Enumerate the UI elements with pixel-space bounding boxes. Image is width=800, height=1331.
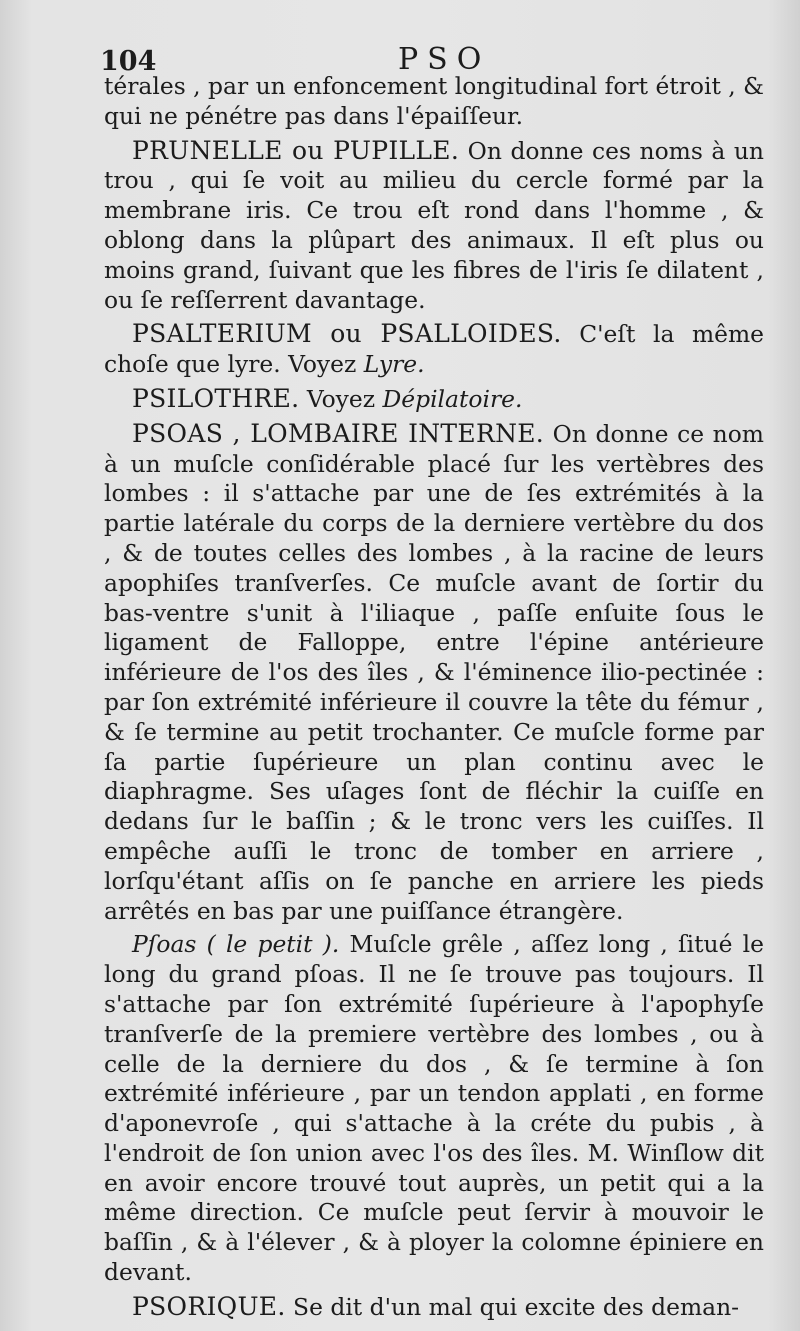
- entry-psilothre: [104, 384, 764, 415]
- paragraph-text: térales , par un enfoncement longitudinal fort étroit , & qui ne pénétre pas dans l'épaiſſeur.: [104, 72, 764, 130]
- entry-text: On donne ce nom à un muſcle conſidérable placé ſur les vertèbres des lombes : il s'attache par une de ſes extrémités à la partie latérale du corps de la derniere vertèbre du dos , & de toutes celles des lombes , à la racine de leurs apophiſes tranſverſes. Ce muſcle avant de ſortir du bas-ventre s'unit à l'iliaque , paſſe enſuite ſous le ligament de Falloppe, entre l'épine antérieure inférieure de l'os des îles , & l'éminence ilio-pectinée : par ſon extrémité inférieure il couvre la tête du fémur , & ſe termine au petit trochanter. Ce muſcle forme par ſa partie ſupérieure un plan continu avec le diaphragme. Ses uſages ſont de fléchir la cuiſſe en dedans ſur le baſſin ; & le tronc vers les cuiſſes. Il empêche auſſi le tronc de tomber en arriere , lorſqu'étant aſſis on ſe panche en arriere les pieds arrêtés en bas par une puiſſance étrangère.: [104, 419, 764, 925]
- headword: Pſoas ( le petit ).: [132, 930, 340, 959]
- headword: PRUNELLE ou PUPILLE.: [132, 135, 460, 165]
- entry-text: Muſcle grêle , aſſez long , ſitué le long du grand pſoas. Il ne ſe trouve pas toujours. Il s'attache par ſon extrémité ſupérieure à l'apophyſe tranſverſe de la premiere vertèbre des lombes , ou à celle de la derniere du dos , & ſe termine à ſon extrémité inférieure , par un tendon applati , en forme d'aponevroſe , qui s'attache à la créte du pubis , à l'endroit de ſon union avec l'os des îles. M. Winſlow dit en avoir encore trouvé tout auprès, un petit qui a la même direction. Ce muſcle peut ſervir à mouvoir le baſſin , & à l'élever , & à ployer la colomne épiniere en devant.: [104, 930, 764, 1287]
- cross-reference: Dépilatoire.: [382, 384, 523, 413]
- entry-text: C'eſt la même choſe que lyre. Voyez: [104, 320, 764, 379]
- headword: PSILOTHRE.: [132, 383, 300, 413]
- entry-psalterium: [104, 319, 764, 380]
- headword: PSALTERIUM ou PSALLOIDES.: [132, 319, 562, 349]
- entry-psorique: [104, 1292, 764, 1323]
- headword: PSORIQUE.: [132, 1291, 286, 1321]
- continued-paragraph: [104, 72, 764, 132]
- headword: PSOAS , LOMBAIRE INTERNE.: [132, 418, 545, 448]
- page-body: [104, 72, 764, 1327]
- entry-psoas-petit: [104, 930, 764, 1288]
- entry-text: On donne ces noms à un trou , qui ſe voit au milieu du cercle formé par la membrane iris. Ce trou eſt rond dans l'homme , & oblong dans la plûpart des animaux. Il eſt plus ou moins grand, ſuivant que les fibres de l'iris ſe dilatent , ou ſe reſſerrent davantage.: [104, 136, 764, 314]
- entry-psoas: [104, 419, 764, 927]
- cross-reference: Lyre.: [363, 350, 425, 379]
- entry-text: Voyez: [299, 384, 383, 413]
- page-number: 104: [100, 46, 157, 77]
- entry-text: Se dit d'un mal qui excite des deman-: [285, 1292, 740, 1321]
- entry-prunelle: [104, 136, 764, 316]
- running-head: PSO: [398, 42, 491, 77]
